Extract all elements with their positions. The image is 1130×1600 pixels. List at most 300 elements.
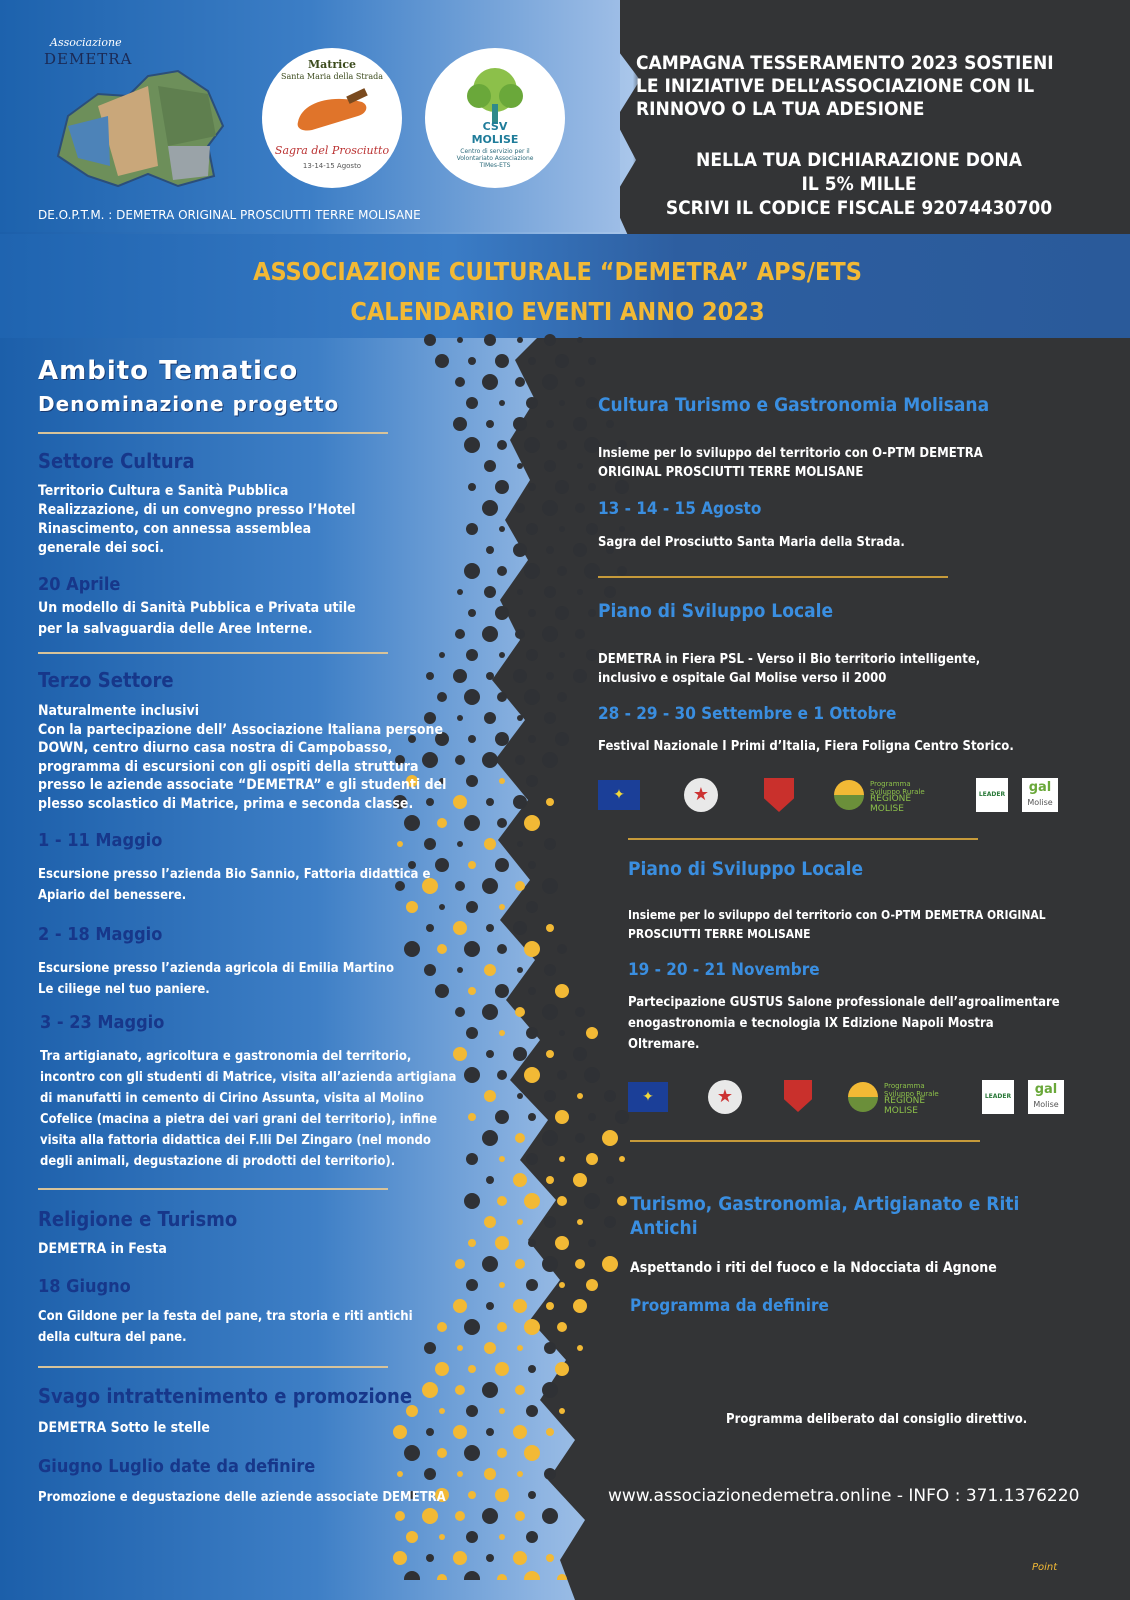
text-line: visita alla fattoria didattica dei F.lli Del Zingaro (nel mondo (40, 1133, 431, 1148)
halftone-dot (424, 334, 436, 346)
halftone-dot (526, 901, 538, 913)
halftone-dot (437, 944, 447, 954)
halftone-dot (424, 964, 436, 976)
halftone-dot (528, 357, 536, 365)
halftone-dot (497, 1448, 507, 1458)
halftone-dot (464, 1571, 480, 1580)
text-line: degli animali, degustazione di prodotti del territorio). (40, 1154, 396, 1169)
halftone-dot (544, 1342, 556, 1354)
halftone-dot (497, 1322, 507, 1332)
halftone-dot (604, 1216, 616, 1228)
halftone-dot (464, 1193, 480, 1209)
halftone-dot (573, 669, 587, 683)
halftone-dot (484, 334, 496, 346)
deoptm-caption: DE.O.P.T.M. : DEMETRA ORIGINAL PROSCIUTTI TERRE MOLISANE (38, 208, 421, 222)
halftone-dot (486, 924, 494, 932)
halftone-dot (424, 1342, 436, 1354)
svago-title: Svago intrattenimento e promozione (38, 1384, 413, 1408)
halftone-dot (586, 523, 598, 535)
halftone-dot (515, 755, 525, 765)
halftone-dot (484, 964, 496, 976)
halftone-dot (486, 1176, 494, 1184)
halftone-dot (482, 1508, 498, 1524)
halftone-dot (526, 1279, 538, 1291)
halftone-dot (426, 1428, 434, 1436)
halftone-dot (615, 480, 629, 494)
halftone-dot (499, 526, 505, 532)
halftone-dot (457, 1471, 463, 1477)
halftone-dot (526, 397, 538, 409)
halftone-dot (486, 672, 494, 680)
halftone-dot (486, 1554, 494, 1562)
maggio2-text (38, 958, 394, 1000)
halftone-dot (482, 1382, 498, 1398)
molise-shield-icon (784, 1080, 812, 1112)
halftone-dot (426, 924, 434, 932)
gal-word: gal (1034, 1082, 1058, 1097)
halftone-dot (602, 1130, 618, 1146)
campaign-line: CAMPAGNA TESSERAMENTO 2023 SOSTIENI (636, 52, 1054, 74)
halftone-dot (497, 566, 507, 576)
maggio3-text (40, 1046, 510, 1172)
halftone-dot (588, 483, 596, 491)
halftone-dot (544, 1090, 556, 1102)
divider (630, 1140, 980, 1142)
cultura-turismo-title: Cultura Turismo e Gastronomia Molisana (598, 394, 990, 416)
halftone-dot (397, 841, 403, 847)
halftone-dot (526, 1153, 538, 1165)
halftone-dot (437, 1574, 447, 1580)
halftone-dot (515, 1259, 525, 1269)
halftone-dot (497, 1574, 507, 1580)
halftone-dot (468, 987, 476, 995)
halftone-dot (528, 483, 536, 491)
halftone-dot (499, 1408, 505, 1414)
text-line: della cultura del pane. (38, 1330, 187, 1345)
halftone-dot (484, 838, 496, 850)
text-line: Un modello di Sanità Pubblica e Privata utile (38, 600, 356, 616)
giugno-text (38, 1306, 413, 1348)
halftone-dot (526, 1405, 538, 1417)
halftone-dot (546, 672, 554, 680)
halftone-dot (499, 400, 505, 406)
halftone-dot (559, 1282, 565, 1288)
title-line-2: CALENDARIO EVENTI ANNO 2023 (350, 297, 765, 326)
halftone-dot (524, 941, 540, 957)
title-line: Antichi (630, 1217, 698, 1239)
title-line: Turismo, Gastronomia, Artigianato e Riti (630, 1193, 1020, 1215)
halftone-dot (555, 1110, 569, 1124)
halftone-dot (555, 732, 569, 746)
text-line: Insieme per lo sviluppo del territorio con O-PTM DEMETRA ORIGINAL (628, 908, 1046, 922)
halftone-dot (546, 1176, 554, 1184)
halftone-dot (484, 460, 496, 472)
psr-logo (834, 778, 934, 814)
halftone-dot (577, 1219, 583, 1225)
halftone-dot (544, 334, 556, 346)
halftone-dot (435, 1362, 449, 1376)
halftone-dot (557, 1322, 567, 1332)
agosto-date: 13 - 14 - 15 Agosto (598, 499, 762, 519)
halftone-dot (464, 815, 480, 831)
halftone-dot (499, 904, 505, 910)
halftone-dot (615, 1110, 629, 1124)
halftone-dot (395, 1511, 405, 1521)
halftone-dot (486, 1428, 494, 1436)
prosciutto-icon (292, 88, 372, 138)
text-line: inclusivo e ospitale Gal Molise verso il 2000 (598, 671, 887, 686)
halftone-dot (393, 1425, 407, 1439)
halftone-dot (455, 629, 465, 639)
halftone-dot (604, 586, 616, 598)
halftone-dot (457, 841, 463, 847)
halftone-dot (528, 1365, 536, 1373)
halftone-dot (557, 944, 567, 954)
text-line: Cofelice (macina a pietra dei vari grani del territorio), infine (40, 1112, 438, 1127)
giugno-date: 18 Giugno (38, 1276, 131, 1297)
halftone-dot (393, 1551, 407, 1565)
sponsor-row-1 (598, 778, 1068, 818)
psl1-title: Piano di Sviluppo Locale (598, 600, 834, 622)
halftone-dot (495, 858, 509, 872)
halftone-dot (542, 374, 558, 390)
text-line: programma di escursioni con gli ospiti della struttura (38, 758, 419, 775)
halftone-dot (482, 1256, 498, 1272)
divider (598, 576, 948, 578)
sagra-date-text: 13-14-15 Agosto (302, 162, 362, 170)
halftone-dot (575, 1007, 585, 1017)
halftone-dot (453, 669, 467, 683)
deliberato-note: Programma deliberato dal consiglio direttivo. (726, 1412, 1028, 1427)
text-line: Rinascimento, con annessa assemblea (38, 521, 312, 537)
halftone-dot (584, 1193, 600, 1209)
programma-da-definire: Programma da definire (630, 1296, 829, 1316)
halftone-dot (517, 967, 523, 973)
divider (38, 1188, 388, 1190)
divider (628, 838, 978, 840)
religione-title: Religione e Turismo (38, 1207, 238, 1231)
halftone-dot (468, 609, 476, 617)
halftone-dot (466, 397, 478, 409)
divider (38, 652, 388, 654)
halftone-dot (486, 420, 494, 428)
halftone-dot (526, 523, 538, 535)
halftone-dot (437, 692, 447, 702)
halftone-dot (528, 1239, 536, 1247)
halftone-dot (466, 649, 478, 661)
halftone-dot (573, 1047, 587, 1061)
halftone-dot (437, 818, 447, 828)
halftone-dot (617, 566, 627, 576)
halftone-dot (542, 1382, 558, 1398)
halftone-dot (468, 1365, 476, 1373)
halftone-dot (542, 1004, 558, 1020)
halftone-dot (513, 1299, 527, 1313)
text-line: Con la partecipazione dell’ Associazione Italiana persone (38, 721, 444, 738)
text-line: Insieme per lo sviluppo del territorio con O-PTM DEMETRA (598, 446, 983, 461)
halftone-dot (484, 1468, 496, 1480)
halftone-dot (557, 1574, 567, 1580)
halftone-dot (437, 1322, 447, 1332)
halftone-dot (588, 1113, 596, 1121)
psl1-text (598, 650, 980, 688)
halftone-dot (464, 563, 480, 579)
halftone-dot (575, 377, 585, 387)
halftone-dot (515, 1511, 525, 1521)
terzo-settore-title: Terzo Settore (38, 668, 174, 692)
halftone-dot (515, 629, 525, 639)
halftone-dot (544, 712, 556, 724)
gal-molise-logo (1022, 778, 1058, 812)
halftone-dot (513, 1425, 527, 1439)
svago-date: Giugno Luglio date da definire (38, 1456, 316, 1477)
halftone-dot (555, 984, 569, 998)
halftone-dot (453, 1299, 467, 1313)
turismo-riti-title (630, 1192, 1100, 1240)
sagra-top-text: Matrice (307, 58, 357, 71)
psr-region-text: REGIONE MOLISE (870, 794, 912, 814)
halftone-dot (517, 715, 523, 721)
halftone-dot (526, 1531, 538, 1543)
halftone-dot (617, 1196, 627, 1206)
halftone-dot (439, 904, 445, 910)
gal-region-word: Molise (1027, 798, 1053, 807)
leader-logo: LEADER (976, 778, 1008, 812)
text-line: presso le aziende associate “DEMETRA” e gli studenti del (38, 777, 447, 793)
halftone-dot (482, 626, 498, 642)
halftone-dot (619, 526, 625, 532)
text-line: Le ciliege nel tuo paniere. (38, 982, 210, 997)
eu-flag-icon: ✦ (628, 1082, 668, 1112)
psr-sun-icon (834, 780, 864, 810)
halftone-dot (457, 337, 463, 343)
halftone-dot (404, 815, 420, 831)
halftone-dot (455, 1007, 465, 1017)
halftone-dot (486, 546, 494, 554)
halftone-dot (497, 818, 507, 828)
cultura-turismo-text (598, 444, 983, 482)
csv-name-line2: MOLISE (471, 133, 519, 146)
halftone-dot (457, 967, 463, 973)
halftone-dot (584, 1067, 600, 1083)
halftone-dot (466, 1405, 478, 1417)
halftone-dot (524, 1319, 540, 1335)
halftone-dot (557, 566, 567, 576)
halftone-dot (482, 878, 498, 894)
halftone-dot (517, 1219, 523, 1225)
donation-line: NELLA TUA DICHIARAZIONE DONA (696, 149, 1022, 171)
halftone-dot (559, 526, 565, 532)
halftone-dot (495, 606, 509, 620)
halftone-dot (575, 1133, 585, 1143)
halftone-dot (602, 1256, 618, 1272)
halftone-dot (546, 1050, 554, 1058)
halftone-dot (497, 944, 507, 954)
psr-sun-icon (848, 1082, 878, 1112)
halftone-dot (528, 735, 536, 743)
halftone-dot (557, 1070, 567, 1080)
halftone-dot (546, 924, 554, 932)
aprile-date: 20 Aprile (38, 574, 121, 595)
halftone-dot (528, 861, 536, 869)
eu-flag-icon: ✦ (598, 780, 640, 810)
sagra-script-text: Sagra del Prosciutto (274, 144, 390, 157)
settore-cultura-text (38, 482, 478, 558)
halftone-dot (499, 778, 505, 784)
halftone-dot (517, 841, 523, 847)
halftone-dot (406, 1531, 418, 1543)
halftone-dot (528, 609, 536, 617)
halftone-dot (515, 1007, 525, 1017)
halftone-dot (455, 1385, 465, 1395)
turismo-riti-text: Aspettando i riti del fuoco e la Ndocciata di Agnone (630, 1260, 997, 1276)
halftone-dot (482, 500, 498, 516)
halftone-dot (542, 500, 558, 516)
text-line: di manufatti in cemento di Cirino Assunta, visita al Molino (40, 1091, 424, 1106)
halftone-dot (517, 589, 523, 595)
italy-emblem-icon: ★ (708, 1080, 742, 1114)
halftone-dot (497, 440, 507, 450)
text-line: Tra artigianato, agricoltura e gastronomia del territorio, (40, 1049, 412, 1064)
gal-word: gal (1028, 780, 1052, 795)
halftone-dot (466, 1279, 478, 1291)
halftone-dot (557, 1196, 567, 1206)
text-line: per la salvaguardia delle Aree Interne. (38, 621, 313, 637)
halftone-dot (404, 1445, 420, 1461)
halftone-dot (422, 1508, 438, 1524)
halftone-dot (524, 437, 540, 453)
halftone-dot (513, 543, 527, 557)
halftone-dot (524, 815, 540, 831)
text-line: Con Gildone per la festa del pane, tra storia e riti antichi (38, 1309, 413, 1324)
leader-logo: LEADER (982, 1080, 1014, 1114)
halftone-dot (575, 503, 585, 513)
halftone-dot (586, 397, 598, 409)
halftone-dot (497, 692, 507, 702)
psr-logo (848, 1080, 948, 1116)
halftone-dot (426, 1554, 434, 1562)
halftone-dot (495, 1362, 509, 1376)
psl2-text (628, 906, 1046, 944)
agosto-note: Sagra del Prosciutto Santa Maria della Strada. (598, 535, 905, 550)
text-line: Partecipazione GUSTUS Salone professionale dell’agroalimentare (628, 995, 1060, 1010)
halftone-dot (453, 1551, 467, 1565)
halftone-dot (495, 354, 509, 368)
denominazione-heading: Denominazione progetto (38, 392, 340, 416)
text-line: Realizzazione, di un convegno presso l’Hotel (38, 502, 356, 518)
halftone-dot (517, 1093, 523, 1099)
halftone-dot (559, 652, 565, 658)
halftone-dot (468, 861, 476, 869)
halftone-dot (559, 1030, 565, 1036)
halftone-dot (482, 374, 498, 390)
text-line: generale dei soci. (38, 540, 164, 556)
halftone-dot (424, 838, 436, 850)
halftone-dot (586, 649, 598, 661)
svago-text: Promozione e degustazione delle aziende associate DEMETRA (38, 1490, 446, 1505)
halftone-dot (513, 1047, 527, 1061)
footer-website[interactable]: www.associazionedemetra.online - INFO : 371.1376220 (608, 1486, 1080, 1506)
sagra-arc-text: Santa Maria della Strada (280, 72, 384, 81)
text-line: PROSCIUTTI TERRE MOLISANE (628, 927, 811, 941)
halftone-dot (424, 1468, 436, 1480)
divider (38, 1366, 388, 1368)
halftone-dot (453, 417, 467, 431)
title-line-1: ASSOCIAZIONE CULTURALE “DEMETRA” APS/ETS (253, 257, 862, 286)
halftone-dot (437, 1448, 447, 1458)
halftone-dot (542, 1508, 558, 1524)
donation-text (636, 148, 1082, 220)
halftone-dot (497, 1196, 507, 1206)
halftone-dot (559, 400, 565, 406)
halftone-dot (542, 1256, 558, 1272)
assoc-name-label: DEMETRA (44, 50, 133, 68)
molise-map-icon (38, 46, 228, 196)
halftone-dot (495, 480, 509, 494)
halftone-dot (575, 629, 585, 639)
halftone-dot (577, 1345, 583, 1351)
halftone-dot (559, 1156, 565, 1162)
novembre-note (628, 992, 1098, 1055)
halftone-dot (513, 1173, 527, 1187)
halftone-dot (586, 1027, 598, 1039)
halftone-dot (484, 1216, 496, 1228)
halftone-dot (457, 1345, 463, 1351)
halftone-dot (586, 1153, 598, 1165)
donation-line: IL 5% MILLE (801, 173, 917, 195)
halftone-dot (546, 420, 554, 428)
text-line: DEMETRA in Fiera PSL - Verso il Bio territorio intelligente, (598, 652, 981, 667)
ambito-heading: Ambito Tematico (38, 356, 299, 386)
halftone-dot (588, 609, 596, 617)
halftone-dot (517, 463, 523, 469)
halftone-dot (426, 672, 434, 680)
text-line: Oltremare. (628, 1037, 700, 1052)
halftone-dot (575, 1259, 585, 1269)
aprile-text (38, 598, 356, 640)
halftone-dot (466, 1531, 478, 1543)
page-title (0, 252, 1115, 332)
halftone-dot (577, 589, 583, 595)
csv-sub-text: Centro di servizio per il Volontariato Associazione TIMes-ETS (456, 148, 534, 169)
halftone-dot (588, 1239, 596, 1247)
halftone-dot (524, 1193, 540, 1209)
halftone-dot (435, 354, 449, 368)
halftone-dot (544, 838, 556, 850)
halftone-dot (439, 1408, 445, 1414)
halftone-dot (464, 941, 480, 957)
halftone-dot (455, 1511, 465, 1521)
halftone-dot (484, 1342, 496, 1354)
halftone-dot (439, 652, 445, 658)
halftone-dot (546, 798, 554, 806)
text-line: incontro con gli studenti di Matrice, visita all’azienda artigiana (40, 1070, 457, 1085)
psr-top-text: Programma Sviluppo Rurale (870, 780, 925, 796)
halftone-dot (464, 437, 480, 453)
assoc-small-label: Associazione (50, 36, 122, 49)
halftone-dot (435, 984, 449, 998)
halftone-dot (464, 1319, 480, 1335)
psr-region-text: REGIONE MOLISE (884, 1096, 926, 1116)
gal-molise-logo (1028, 1080, 1064, 1114)
settembre-date: 28 - 29 - 30 Settembre e 1 Ottobre (598, 704, 897, 724)
halftone-dot (515, 881, 525, 891)
halftone-dot (528, 1491, 536, 1499)
halftone-dot (526, 775, 538, 787)
settembre-note: Festival Nazionale I Primi d’Italia, Fiera Foligna Centro Storico. (598, 739, 1014, 754)
halftone-dot (404, 941, 420, 957)
sagra-prosciutto-logo (262, 48, 402, 188)
